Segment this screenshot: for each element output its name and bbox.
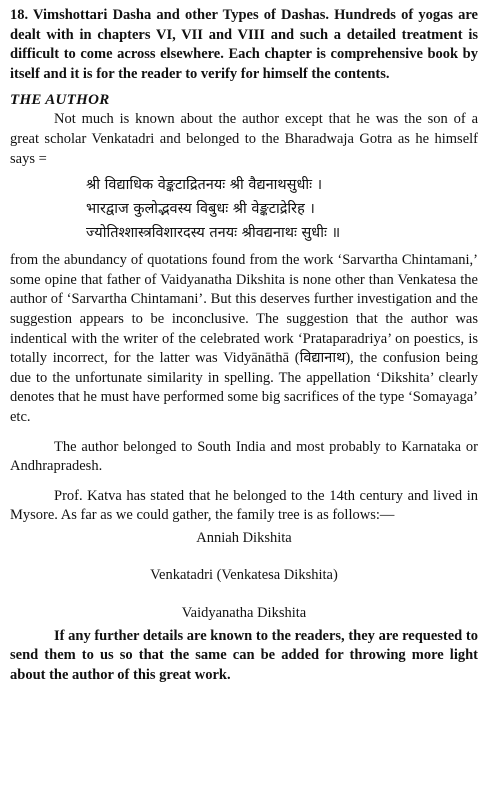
sanskrit-line-3: ज्योतिश्शास्त्रविशारदस्य तनयः श्रीवद्यनाथः सुधीः ॥ [86, 225, 341, 242]
family-tree [10, 529, 478, 624]
katva-paragraph: Prof. Katva has stated that he belonged to the 14th century and lived in Mysore. As far as we could gather, the family tree is as follows:— [10, 487, 478, 524]
family-tree-item: Venkatadri (Venkatesa Dikshita) [150, 567, 338, 584]
south-india-paragraph: The author belonged to South India and most probably to Karnataka or Andhrapradesh. [10, 438, 478, 475]
document-page [10, 6, 478, 685]
sanskrit-line-1: श्री विद्याधिक वेङ्कटाद्रितनयः श्री वैद्यनाथसुधीः । [86, 177, 323, 194]
section-heading: THE AUTHOR [10, 92, 110, 109]
abundancy-paragraph: from the abundancy of quotations found from the work ‘Sarvartha Chintamani,’ some opine that father of Vaidyanatha Dikshita is none other than Venkatesa the author of ‘Sarvartha Chintamani’. But this deserves further investigation and the suggestion appears to be inconclusive. The suggestion that the author was indentical with the writer of the celebrated work ‘Prataparadriya’ on poestics, is totally incorrect, for the latter was Vidyānāthā (विद्यानाथ), the confusion being due to the unfortunate similarity in spelling. The appellation ‘Dikshita’ clearly denotes that he must have performed some big sacrifices of the type ‘Somayaga’ etc. [10, 252, 478, 425]
intro-paragraph: 18. Vimshottari Dasha and other Types of Dashas. Hundreds of yogas are dealt with in chapters VI, VII and VIII and such a detailed treatment is difficult to come across elsewhere. Each chapter is comprehensive book by itself and it is for the reader to verify for himself the contents. [10, 7, 478, 82]
family-tree-item: Vaidyanatha Dikshita [181, 605, 307, 622]
closing-paragraph: If any further details are known to the readers, they are requested to send them to us so that the same can be added for throwing more light about the author of this great work. [10, 627, 478, 683]
sanskrit-verse [86, 173, 478, 245]
sanskrit-line-2: भारद्वाज कुलोद्भवस्य विबुधः श्री वेङ्कटाद्रेरिह । [86, 201, 315, 218]
family-tree-item: Anniah Dikshita [196, 529, 292, 546]
author-paragraph: Not much is known about the author except that he was the son of a great scholar Venkatadri and belonged to the Bharadwaja Gotra as he himself says = [10, 111, 478, 167]
